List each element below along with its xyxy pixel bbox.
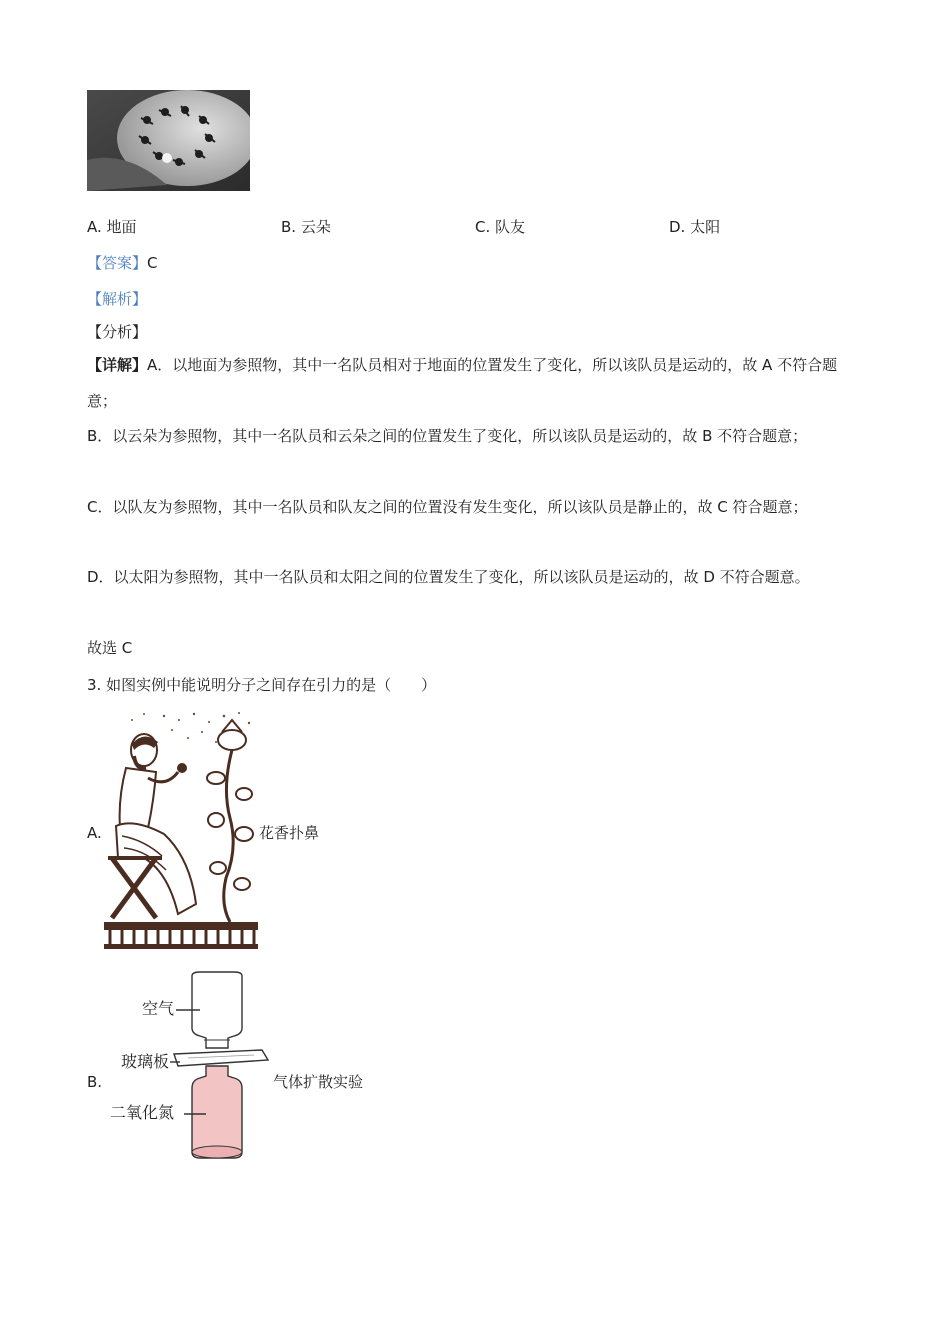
answer-value: C bbox=[147, 254, 158, 272]
answer-line bbox=[87, 253, 158, 273]
detail-a bbox=[87, 347, 867, 419]
detail-c: C．以队友为参照物，其中一名队员和队友之间的位置没有发生变化，所以该队员是静止的，故 C 符合题意； bbox=[87, 498, 808, 516]
skydiving-photo bbox=[87, 90, 250, 191]
flower-smell-illustration bbox=[104, 708, 258, 950]
option-b: B. 云朵 bbox=[281, 218, 331, 236]
q3-option-a-letter: A. bbox=[87, 824, 102, 842]
no2-label: 二氧化氮 bbox=[110, 1105, 175, 1122]
analysis-tag: 【解析】 bbox=[87, 290, 148, 308]
option-c: C. 队友 bbox=[475, 218, 526, 236]
detail-b: B．以云朵为参照物，其中一名队员和云朵之间的位置发生了变化，所以该队员是运动的，故 B 不符合题意； bbox=[87, 427, 808, 445]
fenxi-tag: 【分析】 bbox=[87, 323, 148, 341]
answer-tag: 【答案】 bbox=[87, 254, 148, 272]
q3-option-b-letter: B. bbox=[87, 1073, 103, 1091]
detail-d: D．以太阳为参照物，其中一名队员和太阳之间的位置发生了变化，所以该队员是运动的，故 D 不符合题意。 bbox=[87, 568, 810, 586]
option-a: A. 地面 bbox=[87, 218, 137, 236]
q3-option-b-caption: 气体扩散实验 bbox=[273, 1073, 364, 1091]
conclusion: 故选 C bbox=[87, 639, 133, 657]
detail-tag: 【详解】 bbox=[87, 356, 148, 374]
option-d: D. 太阳 bbox=[669, 218, 721, 236]
q3-option-a-caption: 花香扑鼻 bbox=[259, 824, 320, 842]
glass-plate-label: 玻璃板 bbox=[121, 1054, 170, 1071]
question-3-stem: 3. 如图实例中能说明分子之间存在引力的是（ ） bbox=[87, 676, 437, 694]
air-label: 空气 bbox=[142, 1001, 175, 1018]
detail-a-text: A．以地面为参照物，其中一名队员相对于地面的位置发生了变化，所以该队员是运动的，故 A 不符合题意； bbox=[87, 356, 838, 410]
